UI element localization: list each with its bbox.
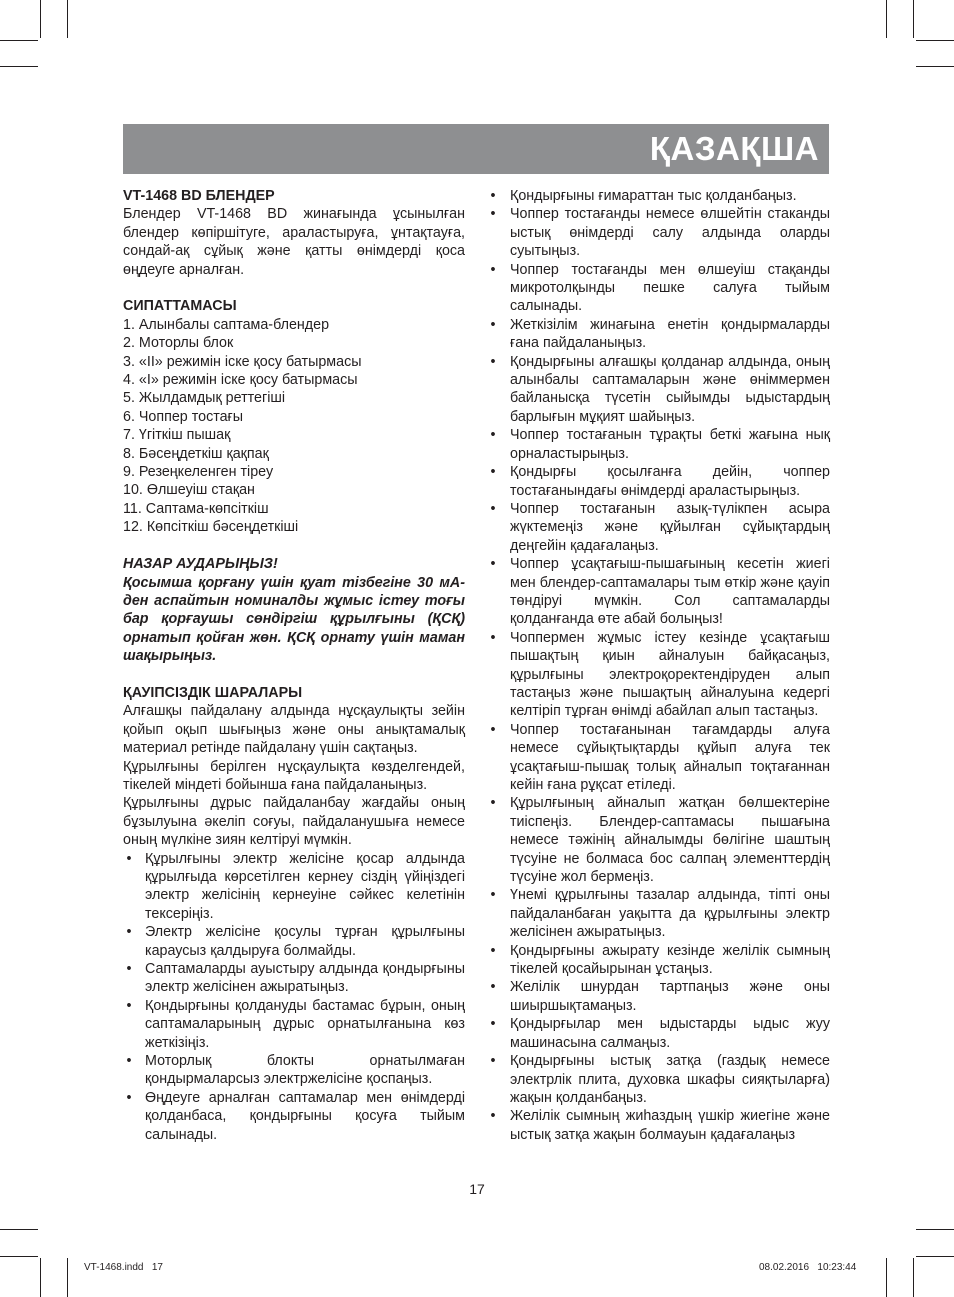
crop-mark [913,1258,914,1297]
bullet-icon: • [490,1108,496,1125]
parts-list-item: 12. Көпсіткіш бәсеңдеткіші [123,519,299,536]
parts-list-item: 4. «I» режимін іске қосу батырмасы [123,372,358,389]
bullet-icon: • [490,206,496,223]
footer-file-name: VT-1468.indd 17 [84,1262,163,1273]
bullet-icon: • [490,1016,496,1033]
bullet-item: • Қондырғыны ғимараттан тыс қолданбаңыз. [486,187,830,205]
crop-mark [40,1258,41,1297]
safety-bullet-list [486,187,830,1144]
crop-mark [916,1229,954,1230]
bullet-icon: • [490,353,496,370]
language-header-bar [123,124,829,174]
crop-mark [67,1258,68,1297]
bullet-icon: • [490,795,496,812]
crop-mark [916,1256,954,1257]
bullet-item: • Желілік сымның жиһаздың үшкір жиегіне және ыстық затқа жақын болмауын қадағалаңыз [486,1107,830,1144]
bullet-item: • Қондырғыны ажырату кезінде желілік сымның тікелей қосайырынан ұстаңыз. [486,942,830,979]
parts-list-item: 2. Моторлы блок [123,335,234,352]
bullet-icon: • [490,500,496,517]
crop-mark [916,40,954,41]
bullet-item: • Өңдеуге арналған саптамалар мен өнімдерді қолданбаса, қондырғыны қосуға тыйым салынады. [123,1089,465,1144]
crop-mark [0,1229,38,1230]
bullet-item: • Чоппер тостағанынан тағамдарды алуға немесе сұйықтықтарды құйып алуға тек ұсақтағыш-пышақ толық айналып тоқтағаннан кейін ғана рұқсат етіледі. [486,721,830,795]
bullet-item: • Қондырғыны ыстық затқа (газдық немесе электрлік плита, духовка шкафы сияқтыларға) жақын қолданбаңыз. [486,1052,830,1107]
bullet-icon: • [490,979,496,996]
parts-list-item: 3. «II» режимін іске қосу батырмасы [123,353,362,370]
parts-list-item: 9. Резеңкеленген тіреу [123,464,274,481]
bullet-item: • Чоппер ұсақтағыш-пышағының кесетін жиегі мен блендер-саптамалары тым өткір және қауіп төндіруі мүмкін. Сол саптамаларды қолданғанда өте абай болыңыз! [486,555,830,629]
bullet-icon: • [126,1053,132,1070]
safety-bullet-list [123,850,465,1145]
bullet-icon: • [490,261,496,278]
bullet-item: • Қондырғыны қолдануды бастамас бұрын, оның саптамаларының дұрыс орнатылғанына көз жеткізіңіз. [123,997,465,1052]
bullet-item: • Чоппер тостағанын тұрақты беткі жағына нық орналастырыңыз. [486,426,830,463]
parts-list-item: 6. Чоппер тостағы [123,408,244,425]
footer-datetime: 08.02.2016 10:23:44 [759,1262,857,1273]
bullet-icon: • [490,942,496,959]
bullet-icon: • [490,721,496,738]
warning-title: НАЗАР АУДАРЫҢЫЗ! [123,556,278,573]
left-column [123,187,465,1144]
bullet-item: • Құрылғының айналып жатқан бөлшектеріне тиіспеңіз. Блендер-саптамасы пышағына немесе тәжінің айналымды бөлігіне шаштың түсуіне не болмаса бос салпаң элементтердің түсуіне жол бермеңіз. [486,794,830,886]
bullet-item: • Саптамаларды ауыстыру алдында қондырғыны электр желісінен ажыратыңыз. [123,960,465,997]
parts-list [123,316,465,537]
bullet-icon: • [490,1053,496,1070]
parts-list-item: 5. Жылдамдық реттегіші [123,390,286,407]
bullet-icon: • [126,961,132,978]
safety-paragraph: Құрылғыны берілген нұсқаулықта көзделгендей, тікелей міндеті бойынша ғана пайдаланыңыз. [123,758,465,793]
bullet-item: • Үнемі құрылғыны тазалар алдында, тіпті оны пайдаланбаған уақытта да құрылғыны электр желісінен ажыратыңыз. [486,886,830,941]
bullet-icon: • [490,427,496,444]
warning-text: Қосымша қорғану үшін қуат тізбегіне 30 мА-ден аспайтын номиналды жұмыс істеу тоғы бар қорғаушы сөндіргіш құрылғыны (ҚСҚ) орнатып қойған жөн. ҚСҚ орнату үшін маман шақырыңыз. [123,574,465,665]
bullet-item: • Жеткізілім жинағына енетін қондырмаларды ғана пайдаланыңыз. [486,316,830,353]
bullet-item: • Қондырғыны алғашқы қолданар алдында, оның алынбалы саптамаларын және өніммермен байланысқа түсетін сыйымды ыдыстардың барлығын мұқият шайыңыз. [486,353,830,427]
description-title: СИПАТТАМАСЫ [123,298,237,315]
crop-mark [67,0,68,38]
bullet-item: • Электр желісіне қосулы тұрған құрылғыны караусыз қалдыруға болмайды. [123,923,465,960]
bullet-icon: • [126,997,132,1014]
product-title: VT-1468 BD БЛЕНДЕР [123,188,275,204]
crop-mark [0,1256,38,1257]
crop-mark [913,0,914,38]
parts-list-item: 7. Үгіткіш пышақ [123,427,231,444]
safety-paragraph: Алғашқы пайдалану алдында нұсқаулықты зейін қойып оқып шығыңыз және оны анықтамалық материал ретінде пайдалану үшін сақтаңыз. [123,703,465,757]
crop-mark [40,0,41,38]
crop-mark [0,40,38,41]
bullet-item: • Чоппер тостағанды мен өлшеуіш стақанды микротолқынды пешке салуға тыйым салынады. [486,261,830,316]
parts-list-item: 1. Алынбалы саптама-блендер [123,316,330,333]
bullet-icon: • [490,629,496,646]
intro-paragraph: Блендер VT-1468 BD жинағында ұсынылған блендер көпіршітуге, араластыруға, ұнтақтауға, сондай-ақ сұйық және қатты өнімдерді қоса өңдеуге арналған. [123,206,465,278]
bullet-icon: • [490,887,496,904]
bullet-icon: • [490,464,496,481]
parts-list-item: 11. Саптама-көпсіткіш [123,500,269,517]
right-column [486,187,830,1144]
parts-list-item: 10. Өлшеуіш стақан [123,482,255,499]
bullet-item: • Қондырғылар мен ыдыстарды ыдыс жуу машинасына салмаңыз. [486,1015,830,1052]
bullet-item: • Чоппер тостағанын азық-түлікпен асыра жүктемеңіз және құйылған сұйықтардың деңгейін қадағалаңыз. [486,500,830,555]
bullet-icon: • [490,316,496,333]
safety-title: ҚАУІПСІЗДІК ШАРАЛАРЫ [123,684,303,701]
bullet-icon: • [126,850,132,867]
crop-mark [886,0,887,38]
language-title: ҚАЗАҚША [649,130,819,167]
bullet-item: • Желілік шнурдан тартпаңыз және оны шиыршықтамаңыз. [486,978,830,1015]
bullet-item: • Чоппермен жұмыс істеу кезінде ұсақтағыш пышақтың қиын айналуын байқасаңыз, құрылғыны электроқоректендіруден алып тастаңыз және пышақтың айналуына кедергі келтіріп тұрған өнімді абайлап алып тастаңыз. [486,629,830,721]
parts-list-item: 8. Бәсеңдеткіш қақпақ [123,445,269,462]
crop-mark [886,1258,887,1297]
page-number: 17 [469,1181,485,1197]
crop-mark [916,66,954,67]
bullet-icon: • [126,924,132,941]
bullet-icon: • [490,556,496,573]
bullet-item: • Құрылғыны электр желісіне қосар алдында құрылғыда көрсетілген кернеу сіздің үйіңіздегі электр желісінің кернеуіне сәйкес келетінін тексеріңіз. [123,850,465,924]
crop-mark [0,66,38,67]
bullet-icon: • [126,1089,132,1106]
bullet-icon: • [490,188,496,204]
safety-paragraph: Құрылғыны дұрыс пайдаланбау жағдайы оның бұзылуына әкеліп соғуы, пайдаланушыға немесе оның мүлкіне зиян келтіруі мүмкін. [123,795,465,849]
bullet-item: • Моторлық блокты орнатылмаған қондырмаларсыз электржелісіне қоспаңыз. [123,1052,465,1089]
bullet-item: • Чоппер тостағанды немесе өлшейтін стаканды ыстық өнімдерді салу алдында оларды суытыңыз. [486,205,830,260]
bullet-item: • Қондырғы қосылғанға дейін, чоппер тостағанындағы өнімдерді араластырыңыз. [486,463,830,500]
